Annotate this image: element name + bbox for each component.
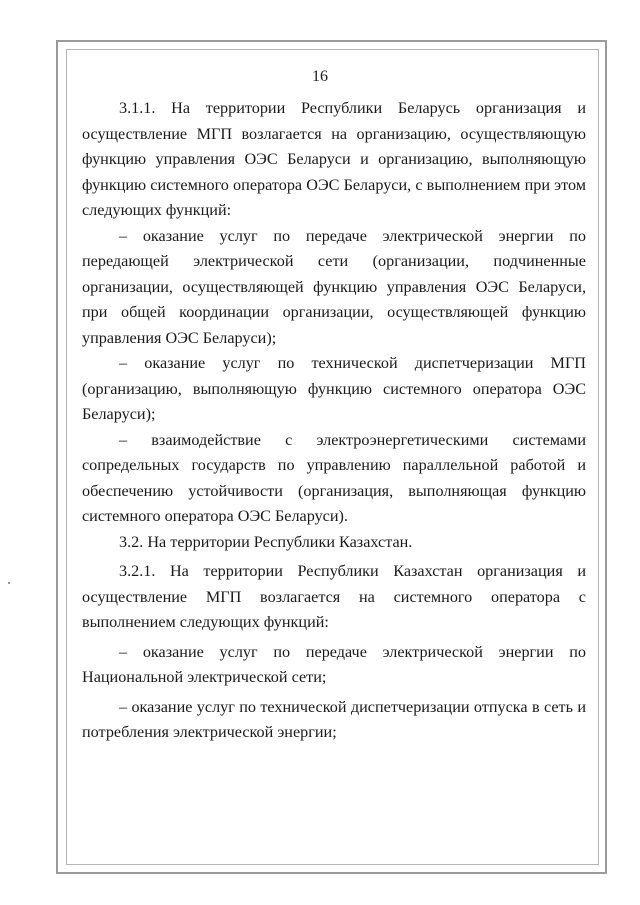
paragraph-3-2: 3.2. На территории Республики Казахстан. <box>119 532 413 551</box>
list-item-neighbor-interaction: – взаимодействие с электроэнергетическими системами сопредельных государств по управлению параллельной работой и обеспечению устойчивости (организация, выполняющая функцию системного оператора ОЭС Беларуси). <box>82 430 586 525</box>
list-item-dispatch-release: – оказание услуг по технической диспетчеризации отпуска в сеть и потребления электрической энергии; <box>82 697 586 741</box>
paragraph-3-2-1: 3.2.1. На территории Республики Казахстан организация и осуществление МГП возлагается на системного оператора с выполнением следующих функций: <box>82 562 586 631</box>
list-item-transmission-services: – оказание услуг по передаче электрической энергии по передающей электрической сети (организации, подчиненные организации, осуществляющей функцию управления ОЭС Беларуси, при общей координации организации, осуществляющей функцию управления ОЭС Беларуси); <box>82 226 586 347</box>
page-number: 16 <box>312 68 328 85</box>
document-body <box>82 96 586 746</box>
scan-speck <box>8 582 10 584</box>
paragraph-3-1-1: 3.1.1. На территории Республики Беларусь организация и осуществление МГП возлагается на организацию, осуществляющую функцию управления ОЭС Беларуси и организацию, выполняющую функцию системного оператора ОЭС Беларуси, с выполнением при этом следующих функций: <box>82 99 586 219</box>
list-item-national-grid: – оказание услуг по передаче электрической энергии по Национальной электрической сети; <box>82 642 586 686</box>
list-item-dispatch-services: – оказание услуг по технической диспетчеризации МГП (организацию, выполняющую функцию системного оператора ОЭС Беларуси); <box>82 354 586 423</box>
